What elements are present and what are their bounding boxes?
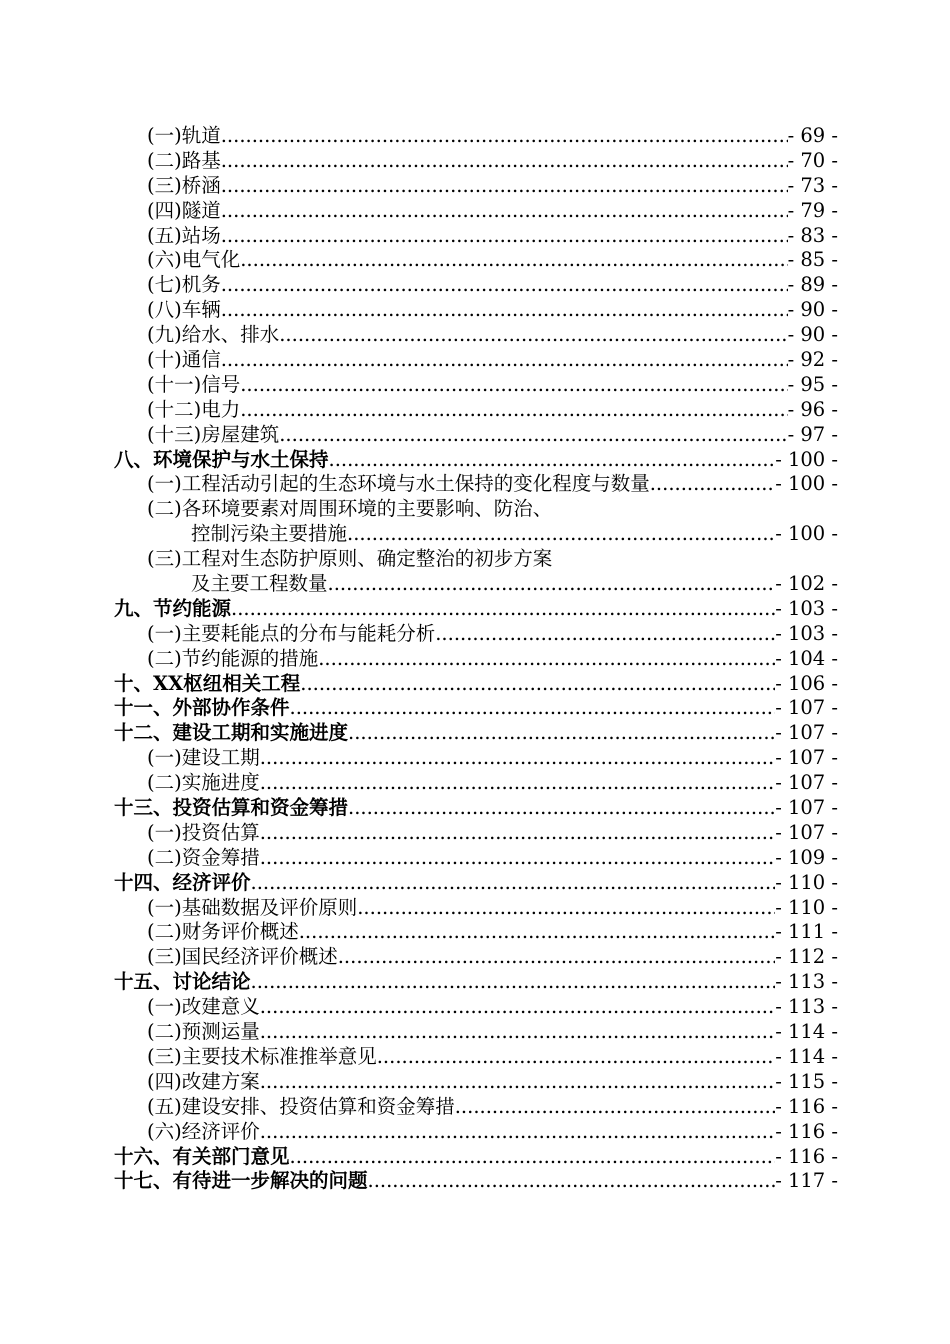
- toc-chapter-entry[interactable]: [114, 1145, 838, 1170]
- toc-entry-title: (四)隧道: [147, 198, 221, 222]
- dot-leader: [260, 1020, 775, 1045]
- toc-entry-title: (九)给水、排水: [147, 323, 280, 347]
- toc-section-entry[interactable]: [114, 1120, 838, 1145]
- toc-section-entry[interactable]: [114, 846, 838, 871]
- toc-entry-title: (十一)信号: [147, 372, 241, 396]
- toc-page-number: - 109 -: [775, 845, 838, 869]
- toc-section-entry[interactable]: [114, 896, 838, 921]
- toc-entry-title: (二)预测运量: [147, 1020, 260, 1044]
- dot-leader: [260, 1070, 775, 1095]
- toc-page-number: - 107 -: [775, 796, 838, 820]
- toc-page-number: - 114 -: [775, 1044, 838, 1068]
- dot-leader: [251, 871, 776, 896]
- toc-page-number: - 107 -: [775, 721, 838, 745]
- toc-page-number: - 113 -: [775, 995, 838, 1019]
- toc-section-entry[interactable]: [114, 995, 838, 1020]
- toc-entry-title: 十六、有关部门意见: [114, 1144, 290, 1168]
- toc-section-entry[interactable]: [114, 298, 838, 323]
- toc-entry-title-continued: 控制污染主要措施: [191, 522, 348, 546]
- toc-section-entry[interactable]: [114, 746, 838, 771]
- dot-leader: [377, 1045, 775, 1070]
- toc-section-entry[interactable]: [114, 199, 838, 224]
- toc-entry-title: (十)通信: [147, 348, 221, 371]
- toc-page-number: - 115 -: [775, 1069, 838, 1093]
- toc-chapter-entry[interactable]: [114, 696, 838, 721]
- dot-leader: [260, 1120, 775, 1145]
- toc-section-entry[interactable]: [114, 373, 838, 398]
- dot-leader: [260, 821, 775, 846]
- toc-entry-multiline[interactable]: [114, 547, 838, 597]
- dot-leader: [221, 224, 788, 249]
- toc-page-number: - 104 -: [775, 646, 838, 670]
- toc-page-number: - 90 -: [787, 323, 838, 347]
- toc-entry-title: 十一、外部协作条件: [114, 696, 290, 720]
- dot-leader: [290, 696, 776, 721]
- toc-entry-title: (八)车辆: [147, 298, 221, 322]
- toc-entry-title: (二)实施进度: [147, 771, 260, 795]
- dot-leader: [221, 199, 788, 224]
- toc-page-number: - 100 -: [775, 447, 838, 471]
- toc-entry-title: (三)主要技术标准推举意见: [147, 1044, 377, 1068]
- toc-page-number: - 112 -: [775, 945, 838, 969]
- toc-entry-title: 十五、讨论结论: [114, 970, 251, 994]
- dot-leader: [221, 298, 788, 323]
- toc-entry-title: (一)轨道: [147, 123, 221, 147]
- toc-section-entry[interactable]: [114, 124, 838, 149]
- toc-page-number: - 89 -: [787, 273, 838, 297]
- toc-entry-title: (一)改建意义: [147, 995, 260, 1019]
- toc-chapter-entry[interactable]: [114, 796, 838, 821]
- toc-chapter-entry[interactable]: [114, 1169, 838, 1194]
- dot-leader: [221, 149, 788, 174]
- dot-leader: [240, 373, 787, 398]
- dot-leader: [240, 398, 787, 423]
- toc-entry-title: (六)经济评价: [147, 1119, 260, 1143]
- toc-section-entry[interactable]: [114, 348, 838, 373]
- toc-page-number: - 102 -: [775, 572, 838, 596]
- toc-page-number: - 100 -: [775, 472, 838, 496]
- toc-entry-title: 十二、建设工期和实施进度: [114, 721, 349, 745]
- toc-chapter-entry[interactable]: [114, 871, 838, 896]
- toc-section-entry[interactable]: [114, 1045, 838, 1070]
- toc-entry-title: 十、XX枢纽相关工程: [114, 671, 301, 695]
- toc-page-number: - 70 -: [787, 148, 838, 172]
- dot-leader: [221, 124, 788, 149]
- toc-entry-title: (七)机务: [147, 273, 221, 297]
- toc-entry-title-continued: 及主要工程数量: [191, 572, 328, 596]
- dot-leader: [338, 945, 775, 970]
- toc-section-entry[interactable]: [114, 174, 838, 199]
- dot-leader: [240, 248, 787, 273]
- toc-entry-title: 十三、投资估算和资金筹措: [114, 796, 349, 820]
- toc-entry-title: (二)各环境要素对周围环境的主要影响、防治、: [147, 497, 553, 521]
- toc-entry-multiline[interactable]: [114, 497, 838, 547]
- toc-entry-title: (二)财务评价概述: [147, 920, 299, 944]
- toc-section-entry[interactable]: [114, 224, 838, 249]
- toc-chapter-entry[interactable]: [114, 448, 838, 473]
- toc-entry-title: (二)路基: [147, 148, 221, 172]
- toc-section-entry[interactable]: [114, 273, 838, 298]
- toc-section-entry[interactable]: [114, 945, 838, 970]
- toc-entry-title: (二)资金筹措: [147, 845, 260, 869]
- toc-entry-title: 九、节约能源: [114, 596, 232, 620]
- toc-section-entry[interactable]: [114, 1020, 838, 1045]
- dot-leader: [329, 448, 776, 473]
- toc-entry-title: (一)基础数据及评价原则: [147, 895, 358, 919]
- toc-page-number: - 103 -: [775, 621, 838, 645]
- toc-section-entry[interactable]: [114, 1070, 838, 1095]
- dot-leader: [260, 746, 775, 771]
- dot-leader: [290, 1145, 776, 1170]
- toc-entry-title: 十四、经济评价: [114, 870, 251, 894]
- toc-page-number: - 90 -: [787, 298, 838, 322]
- toc-entry-title: (五)站场: [147, 223, 221, 247]
- toc-page-number: - 113 -: [775, 970, 838, 994]
- toc-page-number: - 96 -: [787, 397, 838, 421]
- dot-leader: [318, 647, 775, 672]
- toc-section-entry[interactable]: [114, 821, 838, 846]
- dot-leader: [260, 771, 775, 796]
- table-of-contents: [114, 124, 838, 1194]
- toc-entry-title: (一)建设工期: [147, 746, 260, 770]
- toc-section-entry[interactable]: [114, 472, 838, 497]
- toc-section-entry[interactable]: [114, 323, 838, 348]
- dot-leader: [300, 672, 775, 697]
- toc-page-number: - 92 -: [787, 348, 838, 371]
- toc-entry-title: (十二)电力: [147, 397, 241, 421]
- dot-leader: [231, 597, 775, 622]
- toc-section-entry[interactable]: [114, 248, 838, 273]
- toc-page-number: - 83 -: [787, 223, 838, 247]
- toc-page-number: - 107 -: [775, 746, 838, 770]
- toc-page-number: - 79 -: [787, 198, 838, 222]
- toc-entry-title: (一)主要耗能点的分布与能耗分析: [147, 621, 436, 645]
- dot-leader: [347, 522, 775, 547]
- toc-page-number: - 116 -: [775, 1119, 838, 1143]
- dot-leader: [357, 896, 775, 921]
- dot-leader: [279, 423, 787, 448]
- dot-leader: [279, 323, 787, 348]
- toc-entry-title: (三)桥涵: [147, 173, 221, 197]
- toc-page-number: - 117 -: [775, 1169, 838, 1193]
- toc-section-entry[interactable]: [114, 647, 838, 672]
- toc-page-number: - 111 -: [775, 920, 838, 944]
- toc-section-entry[interactable]: [114, 622, 838, 647]
- dot-leader: [650, 472, 775, 497]
- toc-page-number: - 97 -: [787, 422, 838, 446]
- dot-leader: [348, 721, 775, 746]
- toc-page-number: - 107 -: [775, 820, 838, 844]
- toc-entry-title: (二)节约能源的措施: [147, 646, 319, 670]
- toc-section-entry[interactable]: [114, 921, 838, 946]
- toc-section-entry[interactable]: [114, 398, 838, 423]
- toc-page-number: - 95 -: [787, 372, 838, 396]
- toc-section-entry[interactable]: [114, 1095, 838, 1120]
- toc-page-number: - 100 -: [775, 522, 838, 546]
- dot-leader: [221, 273, 788, 298]
- toc-page-number: - 85 -: [787, 248, 838, 272]
- dot-leader: [299, 920, 775, 945]
- toc-entry-title: (十三)房屋建筑: [147, 422, 280, 446]
- dot-leader: [221, 348, 788, 373]
- toc-page-number: - 110 -: [775, 870, 838, 894]
- toc-page-number: - 69 -: [787, 123, 838, 147]
- toc-chapter-entry[interactable]: [114, 970, 838, 995]
- toc-page-number: - 106 -: [775, 671, 838, 695]
- toc-page-number: - 110 -: [775, 895, 838, 919]
- dot-leader: [455, 1095, 775, 1120]
- toc-entry-title: (四)改建方案: [147, 1069, 260, 1093]
- toc-entry-title: (三)国民经济评价概述: [147, 945, 338, 969]
- toc-page-number: - 116 -: [775, 1094, 838, 1118]
- toc-entry-title: 十七、有待进一步解决的问题: [114, 1169, 368, 1193]
- toc-entry-title: (六)电气化: [147, 248, 241, 272]
- toc-section-entry[interactable]: [114, 149, 838, 174]
- dot-leader: [368, 1169, 776, 1194]
- toc-page-number: - 107 -: [775, 771, 838, 795]
- dot-leader: [328, 572, 776, 597]
- dot-leader: [221, 174, 788, 199]
- toc-entry-title: (一)工程活动引起的生态环境与水土保持的变化程度与数量: [147, 472, 650, 496]
- dot-leader: [260, 995, 775, 1020]
- toc-entry-title: (五)建设安排、投资估算和资金筹措: [147, 1094, 455, 1118]
- toc-entry-title: 八、环境保护与水土保持: [114, 447, 329, 471]
- toc-page-number: - 116 -: [775, 1144, 838, 1168]
- toc-entry-title: (三)工程对生态防护原则、确定整治的初步方案: [147, 547, 553, 571]
- dot-leader: [251, 970, 776, 995]
- toc-section-entry[interactable]: [114, 771, 838, 796]
- toc-page-number: - 107 -: [775, 696, 838, 720]
- toc-chapter-entry[interactable]: [114, 597, 838, 622]
- toc-page-number: - 114 -: [775, 1020, 838, 1044]
- dot-leader: [348, 796, 775, 821]
- toc-page-number: - 73 -: [787, 173, 838, 197]
- toc-page-number: - 103 -: [775, 596, 838, 620]
- dot-leader: [435, 622, 775, 647]
- toc-chapter-entry[interactable]: [114, 721, 838, 746]
- toc-entry-title: (一)投资估算: [147, 820, 260, 844]
- dot-leader: [260, 846, 775, 871]
- toc-chapter-entry[interactable]: [114, 672, 838, 697]
- toc-section-entry[interactable]: [114, 423, 838, 448]
